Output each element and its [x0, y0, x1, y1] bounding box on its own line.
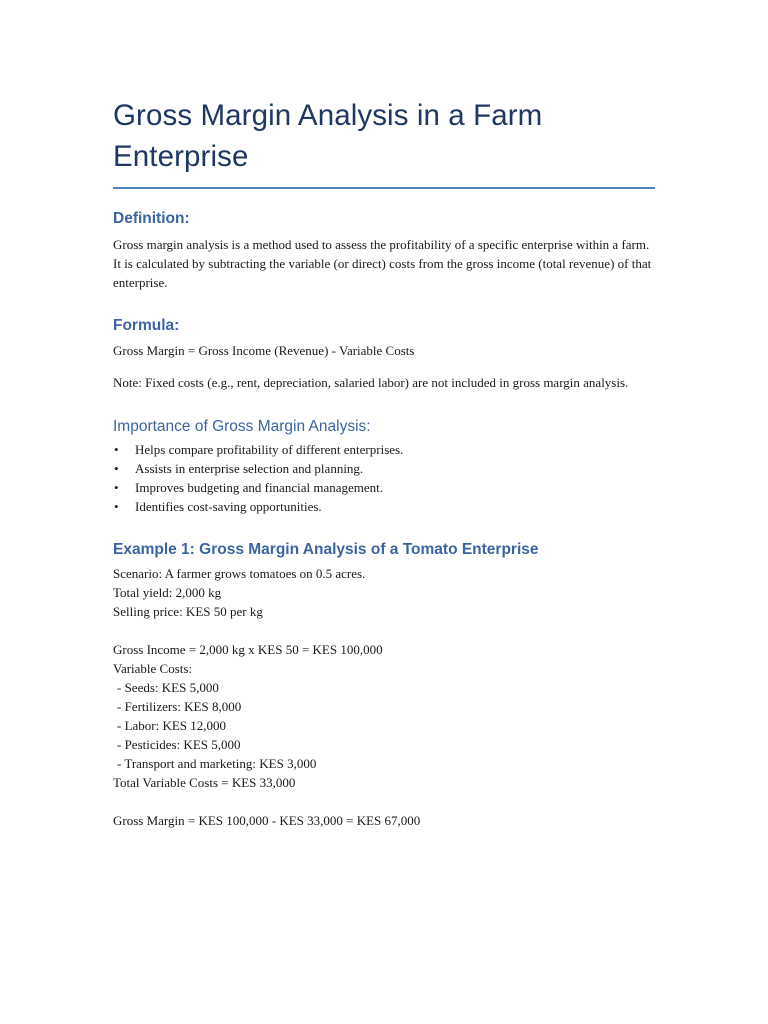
list-item-text: Assists in enterprise selection and planning.	[135, 461, 364, 476]
list-item-text: Improves budgeting and financial management.	[135, 480, 384, 495]
list-item-text: Helps compare profitability of different enterprises.	[135, 442, 404, 457]
list-item	[113, 459, 655, 478]
example1-gross-income: Gross Income = 2,000 kg x KES 50 = KES 100,000	[113, 642, 383, 657]
definition-text: Gross margin analysis is a method used to assess the profitability of a specific enterprise within a farm. It is calculated by subtracting the variable (or direct) costs from the gross income (total revenue) of that enterprise.	[113, 237, 652, 290]
formula-note: Note: Fixed costs (e.g., rent, depreciation, salaried labor) are not included in gross margin analysis.	[113, 375, 629, 390]
bullet-icon: •	[114, 461, 119, 476]
spacer	[113, 792, 655, 811]
example1-variable-costs-label: Variable Costs:	[113, 661, 193, 676]
example1-price: Selling price: KES 50 per kg	[113, 604, 263, 619]
example1-gross-margin: Gross Margin = KES 100,000 - KES 33,000 = KES 67,000	[113, 813, 421, 828]
cost-line-labor: - Labor: KES 12,000	[117, 718, 227, 733]
spacer	[113, 621, 655, 640]
bullet-icon: •	[114, 442, 119, 457]
list-item	[113, 478, 655, 497]
list-item	[113, 440, 655, 459]
cost-line-seeds: - Seeds: KES 5,000	[117, 680, 219, 695]
document-title: Gross Margin Analysis in a Farm Enterprise	[113, 99, 543, 173]
importance-list	[113, 440, 655, 516]
list-item	[113, 497, 655, 516]
cost-line-pesticides: - Pesticides: KES 5,000	[117, 737, 241, 752]
example1-body	[113, 564, 655, 830]
cost-line-fertilizers: - Fertilizers: KES 8,000	[117, 699, 242, 714]
formula-heading: Formula:	[113, 317, 180, 334]
example1-scenario: Scenario: A farmer grows tomatoes on 0.5 acres.	[113, 566, 366, 581]
definition-heading: Definition:	[113, 210, 190, 227]
bullet-icon: •	[114, 480, 119, 495]
example1-yield: Total yield: 2,000 kg	[113, 585, 222, 600]
example1-heading: Example 1: Gross Margin Analysis of a Tomato Enterprise	[113, 541, 539, 558]
title-underline	[113, 187, 655, 189]
bullet-icon: •	[114, 499, 119, 514]
example1-total-variable-costs: Total Variable Costs = KES 33,000	[113, 775, 296, 790]
formula-text: Gross Margin = Gross Income (Revenue) - Variable Costs	[113, 343, 415, 358]
list-item-text: Identifies cost-saving opportunities.	[135, 499, 322, 514]
importance-heading: Importance of Gross Margin Analysis:	[113, 418, 371, 435]
cost-line-transport: - Transport and marketing: KES 3,000	[117, 756, 317, 771]
document-page	[113, 95, 655, 830]
